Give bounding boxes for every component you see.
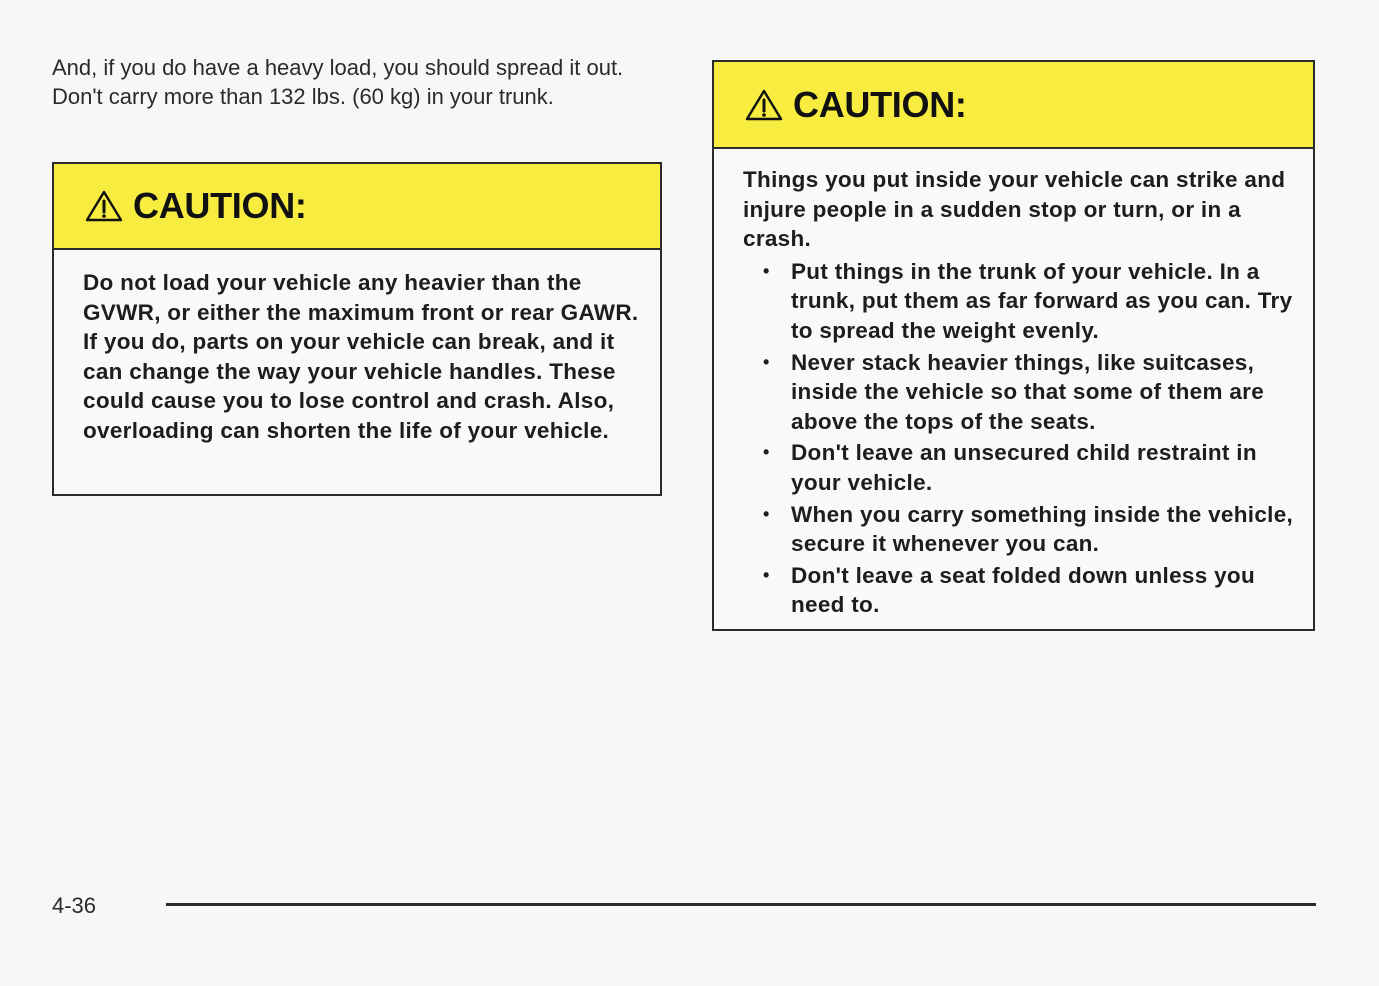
list-item xyxy=(763,500,1299,559)
bullet-icon: • xyxy=(763,503,770,524)
caution-intro: Things you put inside your vehicle can strike and injure people in a sudden stop or turn, or in a crash. xyxy=(743,167,1286,252)
list-item xyxy=(763,438,1299,497)
bullet-icon: • xyxy=(763,351,770,372)
list-item-text: Never stack heavier things, like suitcases, inside the vehicle so that some of them are above the tops of the seats. xyxy=(791,349,1265,434)
bullet-icon: • xyxy=(763,564,770,585)
warning-triangle-icon xyxy=(84,189,124,223)
caution-header xyxy=(714,62,1313,149)
caution-header xyxy=(54,164,660,250)
warning-triangle-icon xyxy=(744,88,784,122)
list-item xyxy=(763,561,1299,620)
list-item-text: Don't leave a seat folded down unless you need to. xyxy=(791,562,1255,618)
footer-divider xyxy=(166,903,1316,906)
caution-bullet-list xyxy=(743,257,1299,620)
caution-body xyxy=(714,149,1313,620)
caution-body: Do not load your vehicle any heavier than the GVWR, or either the maximum front or rear GAWR. If you do, parts on your vehicle can break, and it can change the way your vehicle handles. These could cause you to lose control and crash. Also, overloading can shorten the life of your vehicle. xyxy=(83,270,639,443)
intro-paragraph: And, if you do have a heavy load, you should spread it out. Don't carry more than 132 lbs. (60 kg) in your trunk. xyxy=(52,55,624,109)
list-item-text: Put things in the trunk of your vehicle. In a trunk, put them as far forward as you can. Try to spread the weight evenly. xyxy=(791,258,1293,343)
page-number: 4-36 xyxy=(52,893,97,918)
caution-box-overload xyxy=(52,162,662,496)
list-item xyxy=(763,348,1299,437)
list-item-text: When you carry something inside the vehicle, secure it whenever you can. xyxy=(791,501,1294,557)
bullet-icon: • xyxy=(763,260,770,281)
list-item-text: Don't leave an unsecured child restraint in your vehicle. xyxy=(791,440,1257,495)
caution-box-cargo xyxy=(712,60,1315,631)
list-item xyxy=(763,257,1299,346)
bullet-icon: • xyxy=(763,442,770,463)
caution-title: CAUTION: xyxy=(793,83,967,125)
caution-title: CAUTION: xyxy=(133,185,307,226)
